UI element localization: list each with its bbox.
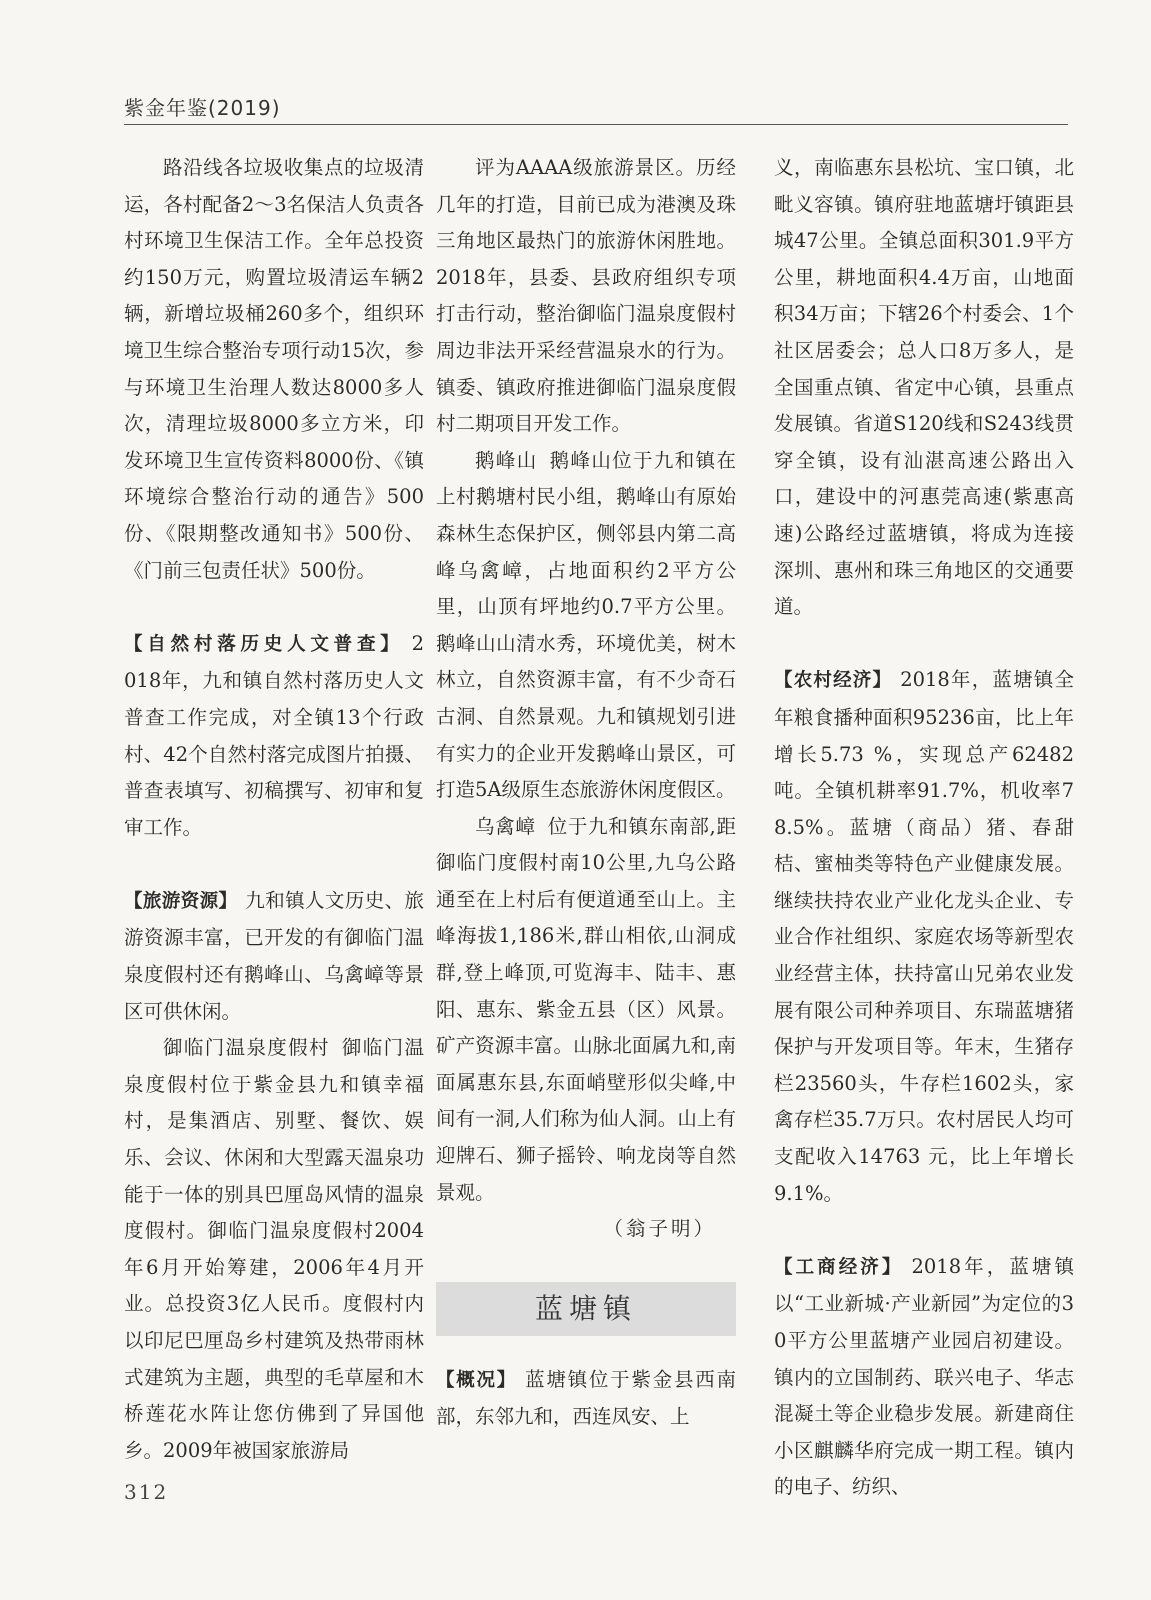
subheading: 乌禽嶂 xyxy=(475,814,536,838)
page-number: 312 xyxy=(124,1480,169,1504)
section-heading: 【农村经济】 xyxy=(774,670,893,692)
running-header: 紫金年鉴(2019) xyxy=(124,96,281,120)
section-body: 2018年，蓝塘镇全年粮食播种面积95236亩，比上年增长5.73 %，实现总产62482吨。全镇机耕率91.7%，机收率78.5%。蓝塘（商品）猪、春甜桔、蜜柚类等特色产业健康发展。继续扶持农业产业化龙头企业、专业合作社组织、家庭农场等新型农业经营主体，扶持富山兄弟农业发展有限公司种养项目、东瑞蓝塘猪保护与开发项目等。年末，生猪存栏23560头，牛存栏1602头，家禽存栏35.7万只。农村居民人均可支配收入14763 元，比上年增长9.1%。 xyxy=(774,668,1074,1205)
paragraph-efeng-mountain xyxy=(436,443,736,809)
paragraph-body: 位于九和镇东南部,距御临门度假村南10公里,九乌公路通至在上村后有便道通至山上。主峰海拔1,186米,群山相依,山洞成群,登上峰顶,可览海丰、陆丰、惠阳、惠东、紫金五县（区）风景。矿产资源丰富。山脉北面属九和,南面属惠东县,东面峭壁形似尖峰,中间有一洞,人们称为仙人洞。山上有迎牌石、狮子摇铃、响龙岗等自然景观。 xyxy=(436,814,736,1204)
column-3 xyxy=(774,150,1074,1506)
column-1 xyxy=(124,150,424,1469)
paragraph-body: 御临门温泉度假村位于紫金县九和镇幸福村，是集酒店、别墅、餐饮、娱乐、会议、休闲和大型露天温泉功能于一体的别具巴厘岛风情的温泉度假村。御临门温泉度假村2004年6月开始筹建，2006年4月开业。总投资3亿人民币。度假村内以印尼巴厘岛乡村建筑及热带雨林式建筑为主题，典型的毛草屋和木桥莲花水阵让您仿佛到了异国他乡。2009年被国家旅游局 xyxy=(124,1036,424,1462)
paragraph-wuqin-peak xyxy=(436,809,736,1212)
subheading: 御临门温泉度假村 xyxy=(163,1036,330,1060)
section-overview xyxy=(436,1362,736,1436)
section-heading: 【概况】 xyxy=(436,1369,518,1391)
paragraph: 评为AAAA级旅游景区。历经几年的打造，目前已成为港澳及珠三角地区最热门的旅游休闲胜地。2018年，县委、县政府组织专项打击行动，整治御临门温泉度假村周边非法开采经营温泉水的行为。镇委、镇政府推进御临门温泉度假村二期项目开发工作。 xyxy=(436,156,736,436)
author-credit: （翁子明） xyxy=(603,1217,716,1241)
section-body: 2018年，蓝塘镇以“工业新城·产业新园”为定位的30平方公里蓝塘产业园启初建设。镇内的立国制药、联兴电子、华志混凝土等企业稳步发展。新建商住小区麒麟华府完成一期工程。镇内的电子、纺织、 xyxy=(774,1254,1074,1499)
paragraph-resort xyxy=(124,1030,424,1469)
section-body: 蓝塘镇位于紫金县西南部，东邻九和，西连凤安、上 xyxy=(436,1367,736,1429)
section-body: 九和镇人文历史、旅游资源丰富，已开发的有御临门温泉度假村还有鹅峰山、乌禽嶂等景区可供休闲。 xyxy=(124,888,424,1023)
section-rural-economy xyxy=(774,662,1074,1212)
column-2 xyxy=(436,150,736,1436)
paragraph: 路沿线各垃圾收集点的垃圾清运，各村配备2～3名保洁人负责各村环境卫生保洁工作。全年总投资约150万元，购置垃圾清运车辆2辆，新增垃圾桶260多个，组织环境卫生综合整治专项行动15次，参与环境卫生治理人数达8000多人次，清理垃圾8000多立方米，印发环境卫生宣传资料8000份、《镇环境综合整治行动的通告》500份、《限期整改通知书》500份、《门前三包责任状》500份。 xyxy=(124,156,424,582)
section-heading: 【旅游资源】 xyxy=(124,890,238,912)
paragraph-body: 鹅峰山位于九和镇在上村鹅塘村民小组，鹅峰山有原始森林生态保护区，侧邻县内第二高峰乌禽嶂，占地面积约2平方公里，山顶有坪地约0.7平方公里。鹅峰山山清水秀，环境优美，树木林立，自然资源丰富，有不少奇石古洞、自然景观。九和镇规划引进有实力的企业开发鹅峰山景区，可打造5A级原生态旅游休闲度假区。 xyxy=(436,448,736,802)
section-body: 2018年，九和镇自然村落历史人文普查工作完成，对全镇13个行政村、42个自然村落完成图片拍摄、普查表填写、初稿撰写、初审和复审工作。 xyxy=(124,631,424,839)
section-natural-villages xyxy=(124,626,424,847)
header-rule xyxy=(124,124,1068,125)
section-tourism xyxy=(124,883,424,1030)
section-heading: 【工商经济】 xyxy=(774,1256,904,1278)
section-industry-commerce xyxy=(774,1249,1074,1506)
paragraph: 义，南临惠东县松坑、宝口镇，北毗义容镇。镇府驻地蓝塘圩镇距县城47公里。全镇总面积301.9平方公里，耕地面积4.4万亩，山地面积34万亩；下辖26个村委会、1个社区居委会；总人口8万多人，是全国重点镇、省定中心镇，县重点发展镇。省道S120线和S243线贯穿全镇，设有汕湛高速公路出入口，建设中的河惠莞高速(紫惠高速)公路经过蓝塘镇，将成为连接深圳、惠州和珠三角地区的交通要道。 xyxy=(774,156,1074,619)
town-section-banner: 蓝塘镇 xyxy=(436,1282,736,1336)
subheading: 鹅峰山 xyxy=(475,448,538,472)
section-heading: 【自然村落历史人文普查】 xyxy=(124,633,404,655)
